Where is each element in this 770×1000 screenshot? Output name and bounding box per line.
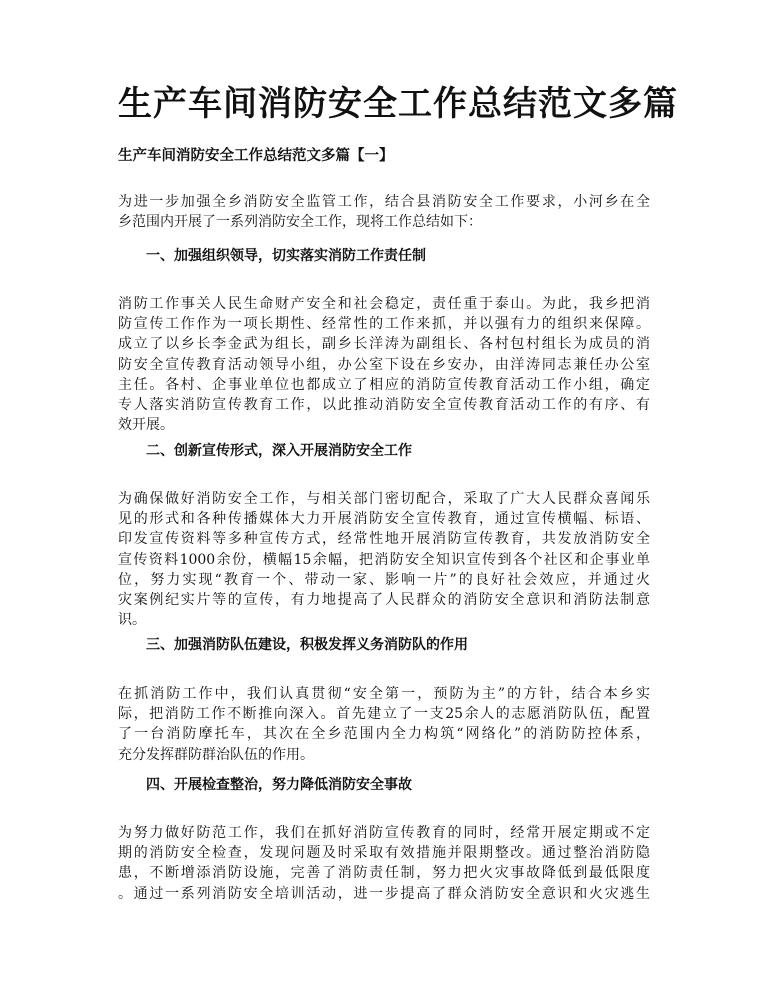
paragraph-line: 乡范围内开展了一系列消防安全工作，现将工作总结如下： <box>118 214 482 231</box>
paragraph-line: 为努力做好防范工作，我们在抓好消防宣传教育的同时，经常开展定期或不定 <box>118 825 650 841</box>
section-3-heading: 三、加强消防队伍建设，积极发挥义务消防队的作用 <box>146 637 468 653</box>
paragraph-line: 充分发挥群防群治队伍的作用。 <box>118 746 314 763</box>
paragraph-line: 成立了以乡长李金武为组长，副乡长洋涛为副组长、各村包村组长为成员的消 <box>118 336 650 353</box>
paragraph-line: 专人落实消防宣传教育工作，以此推动消防安全宣传教育活动工作的有序、有 <box>118 397 650 414</box>
paragraph-line: 防安全宣传教育活动领导小组，办公室下设在乡安办，由洋涛同志兼任办公室 <box>118 356 650 373</box>
paragraph-line: 印发宣传资料等多种宣传方式，经常性地开展消防宣传教育，共发放消防安全 <box>118 531 650 548</box>
section-2-heading: 二、创新宣传形式，深入开展消防安全工作 <box>146 443 412 459</box>
paragraph-line: 主任。各村、企事业单位也都成立了相应的消防宣传教育活动工作小组，确定 <box>118 376 650 393</box>
paragraph-line: 为进一步加强全乡消防安全监管工作，结合县消防安全工作要求，小河乡在全 <box>118 194 650 210</box>
section-3-paragraph <box>118 684 650 765</box>
paragraph-line: 。通过一系列消防安全培训活动，进一步提高了群众消防安全意识和火灾逃生 <box>118 885 650 902</box>
paragraph-line: 防宣传工作作为一项长期性、经常性的工作来抓，并以强有力的组织来保障。 <box>118 316 650 333</box>
paragraph-line: 效开展。 <box>118 417 174 434</box>
paragraph-line: 识。 <box>118 612 146 629</box>
section-2-paragraph <box>118 489 650 630</box>
paragraph-line: 位，努力实现“教育一个、带动一家、影响一片”的良好社会效应，并通过火 <box>118 571 650 588</box>
section-1-heading: 一、加强组织领导，切实落实消防工作责任制 <box>146 248 426 264</box>
section-4-heading: 四、开展检查整治，努力降低消防安全事故 <box>146 777 412 793</box>
document-title: 生产车间消防安全工作总结范文多篇 <box>118 84 678 124</box>
document-subtitle: 生产车间消防安全工作总结范文多篇【一】 <box>118 147 394 164</box>
section-1-paragraph <box>118 294 650 435</box>
paragraph-line: 宣传资料1000余份，横幅15余幅，把消防安全知识宣传到各个社区和企事业单 <box>118 551 650 568</box>
section-4-paragraph <box>118 823 650 904</box>
paragraph-line: 在抓消防工作中，我们认真贯彻“安全第一，预防为主”的方针，结合本乡实 <box>118 686 650 702</box>
paragraph-line: 为确保做好消防安全工作，与相关部门密切配合，采取了广大人民群众喜闻乐 <box>118 491 650 507</box>
paragraph-line: 见的形式和各种传播媒体大力开展消防安全宣传教育，通过宣传横幅、标语、 <box>118 511 650 528</box>
paragraph-line: 际，把消防工作不断推向深入。首先建立了一支25余人的志愿消防队伍，配置 <box>118 706 650 723</box>
paragraph-line: 灾案例纪实片等的宣传，有力地提高了人民群众的消防安全意识和消防法制意 <box>118 592 650 609</box>
paragraph-line: 了一台消防摩托车，其次在全乡范围内全力构筑“网络化”的消防防控体系， <box>118 726 650 743</box>
paragraph-line: 患，不断增添消防设施，完善了消防责任制，努力把火灾事故降低到最低限度 <box>118 865 650 882</box>
intro-paragraph <box>118 192 650 232</box>
paragraph-line: 消防工作事关人民生命财产安全和社会稳定，责任重于泰山。为此，我乡把消 <box>118 296 650 312</box>
paragraph-line: 期的消防安全检查，发现问题及时采取有效措施并限期整改。通过整治消防隐 <box>118 845 650 862</box>
